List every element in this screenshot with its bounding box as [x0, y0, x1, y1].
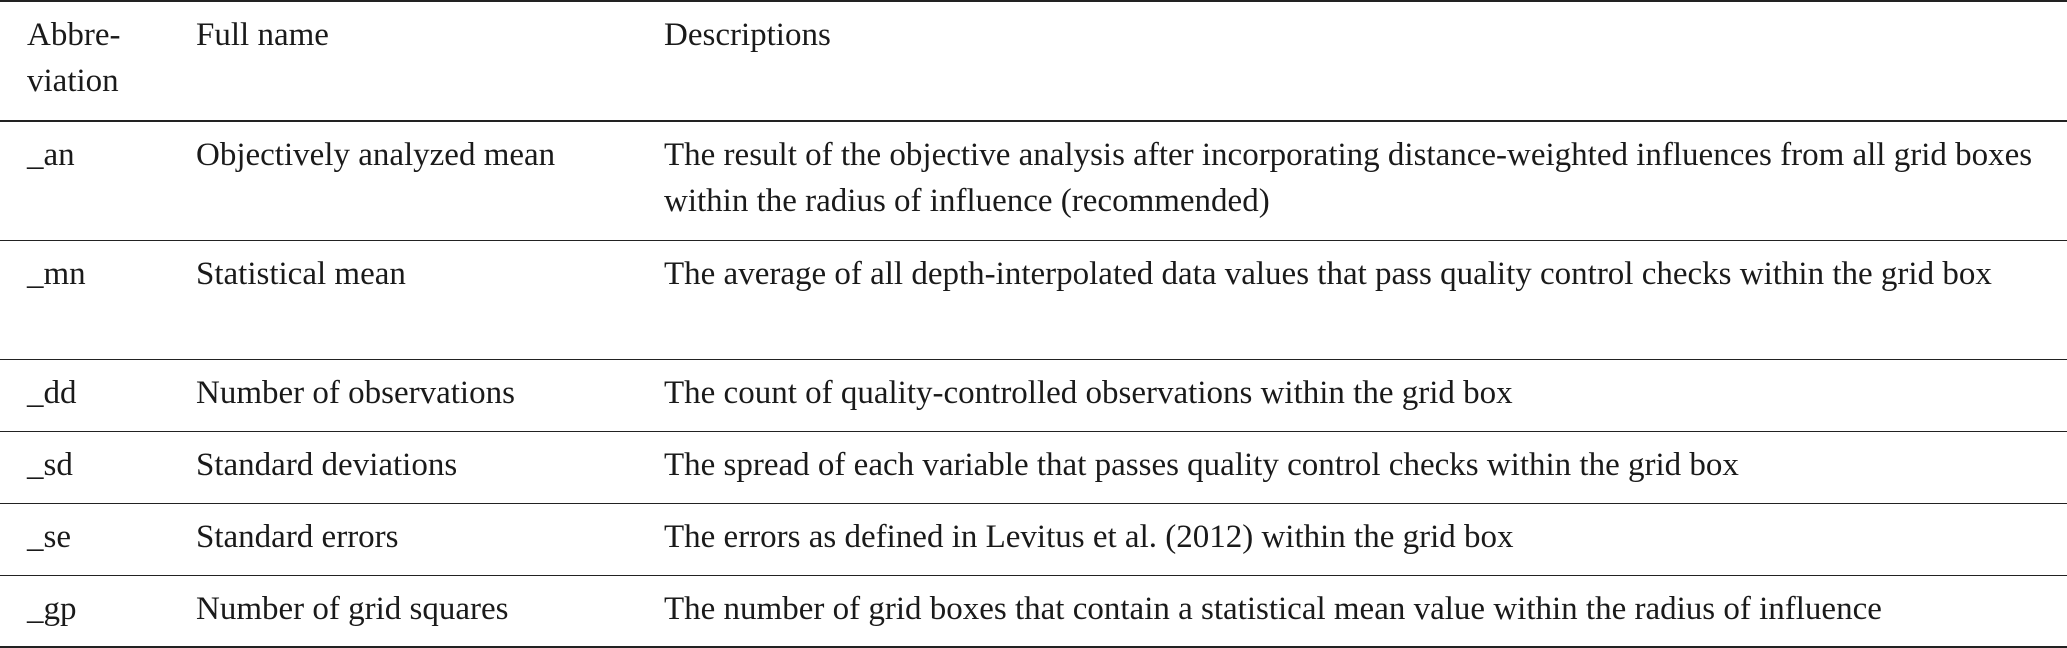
cell-full-name: Standard errors: [196, 518, 399, 555]
header-abbreviation: Abbre- viation: [27, 17, 121, 99]
table-row: [0, 431, 2067, 503]
header-full-name: Full name: [196, 17, 329, 53]
cell-description: The average of all depth-interpolated data values that pass quality control checks within the grid box: [664, 255, 1992, 292]
header-descriptions: Descriptions: [664, 17, 831, 53]
table-row: [0, 240, 2067, 359]
table-body: [0, 121, 2067, 647]
cell-abbreviation: _sd: [27, 446, 73, 483]
cell-full-name: Objectively analyzed mean: [196, 137, 556, 173]
table-header: [0, 1, 2067, 121]
cell-abbreviation: _mn: [27, 255, 86, 292]
cell-abbreviation: _gp: [27, 590, 77, 627]
cell-abbreviation: _an: [27, 137, 75, 173]
cell-description: The count of quality-controlled observations within the grid box: [664, 374, 1513, 411]
cell-full-name: Number of observations: [196, 374, 515, 411]
cell-abbreviation: _dd: [27, 374, 77, 411]
cell-abbreviation: _se: [27, 518, 71, 555]
header-row: [0, 1, 2067, 121]
cell-description: The result of the objective analysis after incorporating distance-weighted influences from all grid boxes within the radius of influence (recommended): [664, 137, 2033, 219]
cell-description: The number of grid boxes that contain a statistical mean value within the radius of influence: [664, 590, 1882, 627]
cell-full-name: Standard deviations: [196, 446, 458, 483]
table-row: [0, 575, 2067, 647]
table-row: [0, 503, 2067, 575]
cell-full-name: Statistical mean: [196, 255, 406, 292]
table-row: [0, 121, 2067, 240]
cell-description: The errors as defined in Levitus et al. (2012) within the grid box: [664, 518, 1514, 555]
cell-description: The spread of each variable that passes quality control checks within the grid box: [664, 446, 1739, 483]
cell-full-name: Number of grid squares: [196, 590, 509, 627]
table-row: [0, 359, 2067, 431]
